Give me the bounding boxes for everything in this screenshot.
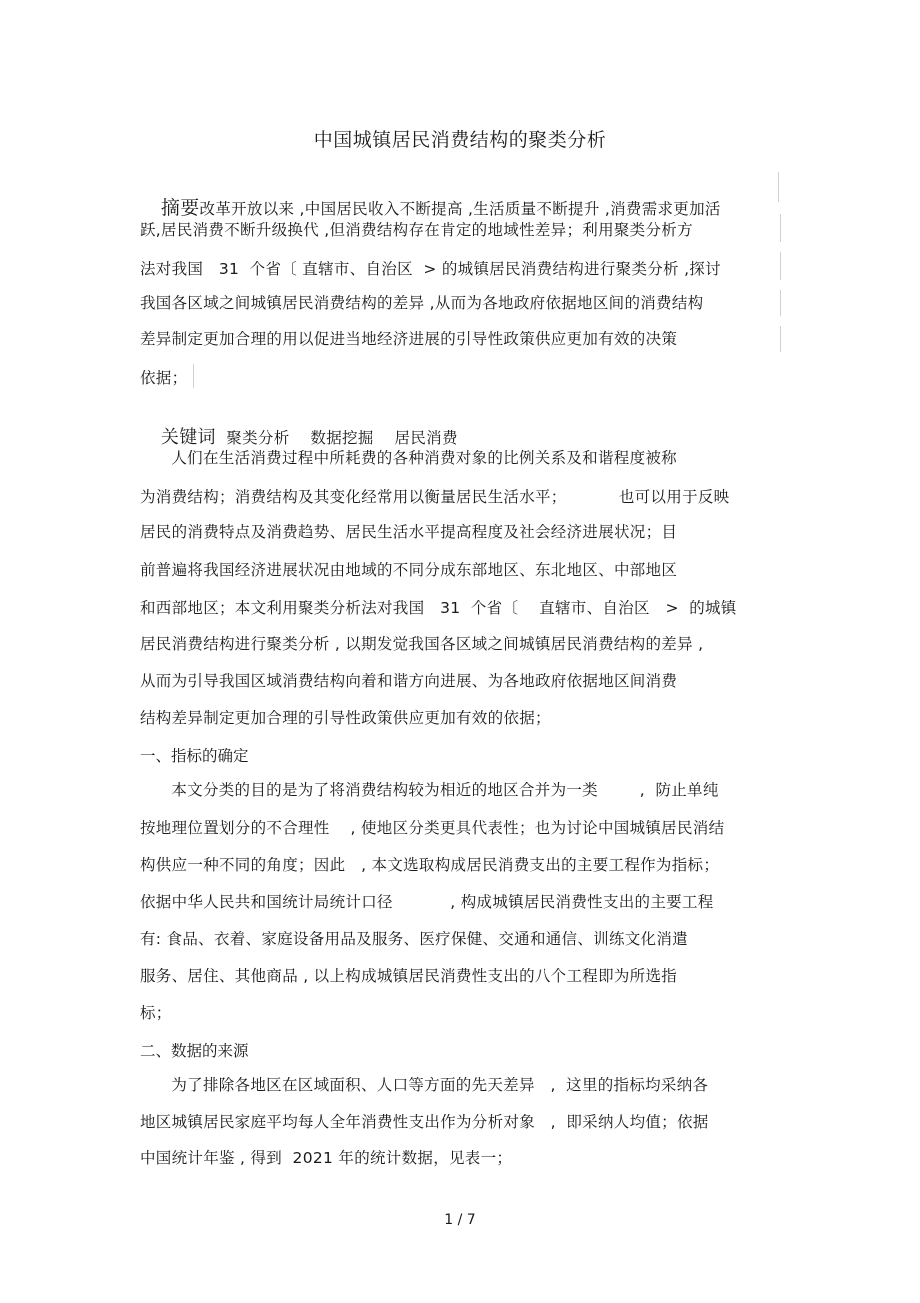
section1-line: 标； xyxy=(140,1004,172,1022)
keyword-item: 数据挖掘 xyxy=(310,429,374,447)
abstract-text: 改革开放以来 ,中国居民收入不断提高 ,生活质量不断提升 ,消费需求更加活 xyxy=(199,200,721,218)
abstract-line-6: 依据； xyxy=(140,369,188,387)
section2-line: 地区城镇居民家庭平均每人全年消费性支出作为分析对象 , 即采纳人均值；依据 xyxy=(140,1113,709,1131)
intro-line: 居民消费结构进行聚类分析 , 以期发觉我国各区域之间城镇居民消费结构的差异 , xyxy=(140,635,704,653)
intro-line: 和西部地区；本文利用聚类分析法对我国 31 个省〔 直辖市、自治区 > 的城镇 xyxy=(140,599,737,617)
intro-line: 前普遍将我国经济进展状况由地域的不同分成东部地区、东北地区、中部地区 xyxy=(140,561,678,579)
section-heading-data-source: 二、数据的来源 xyxy=(140,1042,249,1060)
abstract-line-2: 跃,居民消费不断升级换代 ,但消费结构存在肯定的地域性差异；利用聚类分析方 xyxy=(140,221,693,239)
abstract-box-edge xyxy=(780,290,781,316)
abstract-box-edge xyxy=(780,252,781,280)
section1-line: 按地理位置划分的不合理性 , 使地区分类更具代表性；也为讨论中国城镇居民消结 xyxy=(140,819,725,837)
section1-line: 有: 食品、衣着、家庭设备用品及服务、医疗保健、交通和通信、训练文化消遣 xyxy=(140,930,688,948)
intro-line: 居民的消费特点及消费趋势、居民生活水平提高程度及社会经济进展状况；目 xyxy=(140,523,678,541)
abstract-box-edge xyxy=(778,172,779,202)
keyword-item: 居民消费 xyxy=(394,429,458,447)
section1-line: 依据中华人民共和国统计局统计口径 , 构成城镇居民消费性支出的主要工程 xyxy=(140,893,714,911)
intro-line: 为消费结构；消费结构及其变化经常用以衡量居民生活水平； 也可以用于反映 xyxy=(140,488,730,506)
section1-line: 构供应一种不同的角度；因此 , 本文选取构成居民消费支出的主要工程作为指标； xyxy=(140,856,720,874)
abstract-line-3: 法对我国 31 个省〔 直辖市、自治区 > 的城镇居民消费结构进行聚类分析 ,探讨 xyxy=(140,260,721,278)
intro-line: 人们在生活消费过程中所耗费的各种消费对象的比例关系及和谐程度被称 xyxy=(140,449,677,467)
section1-line: 本文分类的目的是为了将消费结构较为相近的地区合并为一类 , 防止单纯 xyxy=(140,781,719,799)
abstract-box-edge xyxy=(193,364,194,388)
section1-line: 服务、居住、其他商品 , 以上构成城镇居民消费性支出的八个工程即为所选指 xyxy=(140,967,678,985)
abstract-box-edge xyxy=(780,326,781,352)
keywords-label: 关键词 xyxy=(160,427,216,448)
intro-line: 从而为引导我国区域消费结构向着和谐方向进展、为各地政府依据地区间消费 xyxy=(140,672,678,690)
keyword-item: 聚类分析 xyxy=(226,429,290,447)
document-title: 中国城镇居民消费结构的聚类分析 xyxy=(313,129,607,151)
page-number: 1 / 7 xyxy=(444,1212,476,1228)
section2-line: 为了排除各地区在区域面积、人口等方面的先天差异 , 这里的指标均采纳各 xyxy=(140,1076,709,1094)
abstract-box-edge xyxy=(780,214,781,242)
intro-line: 结构差异制定更加合理的引导性政策供应更加有效的依据； xyxy=(140,709,551,727)
section2-line: 中国统计年鉴 , 得到 2021 年的统计数据，见表一； xyxy=(140,1149,513,1167)
section-heading-indicators: 一、指标的确定 xyxy=(140,747,249,765)
abstract-line-5: 差异制定更加合理的用以促进当地经济进展的引导性政策供应更加有效的决策 xyxy=(140,330,678,348)
abstract-label: 摘要 xyxy=(160,197,200,219)
abstract-line-4: 我国各区域之间城镇居民消费结构的差异 ,从而为各地政府依据地区间的消费结构 xyxy=(140,294,704,312)
